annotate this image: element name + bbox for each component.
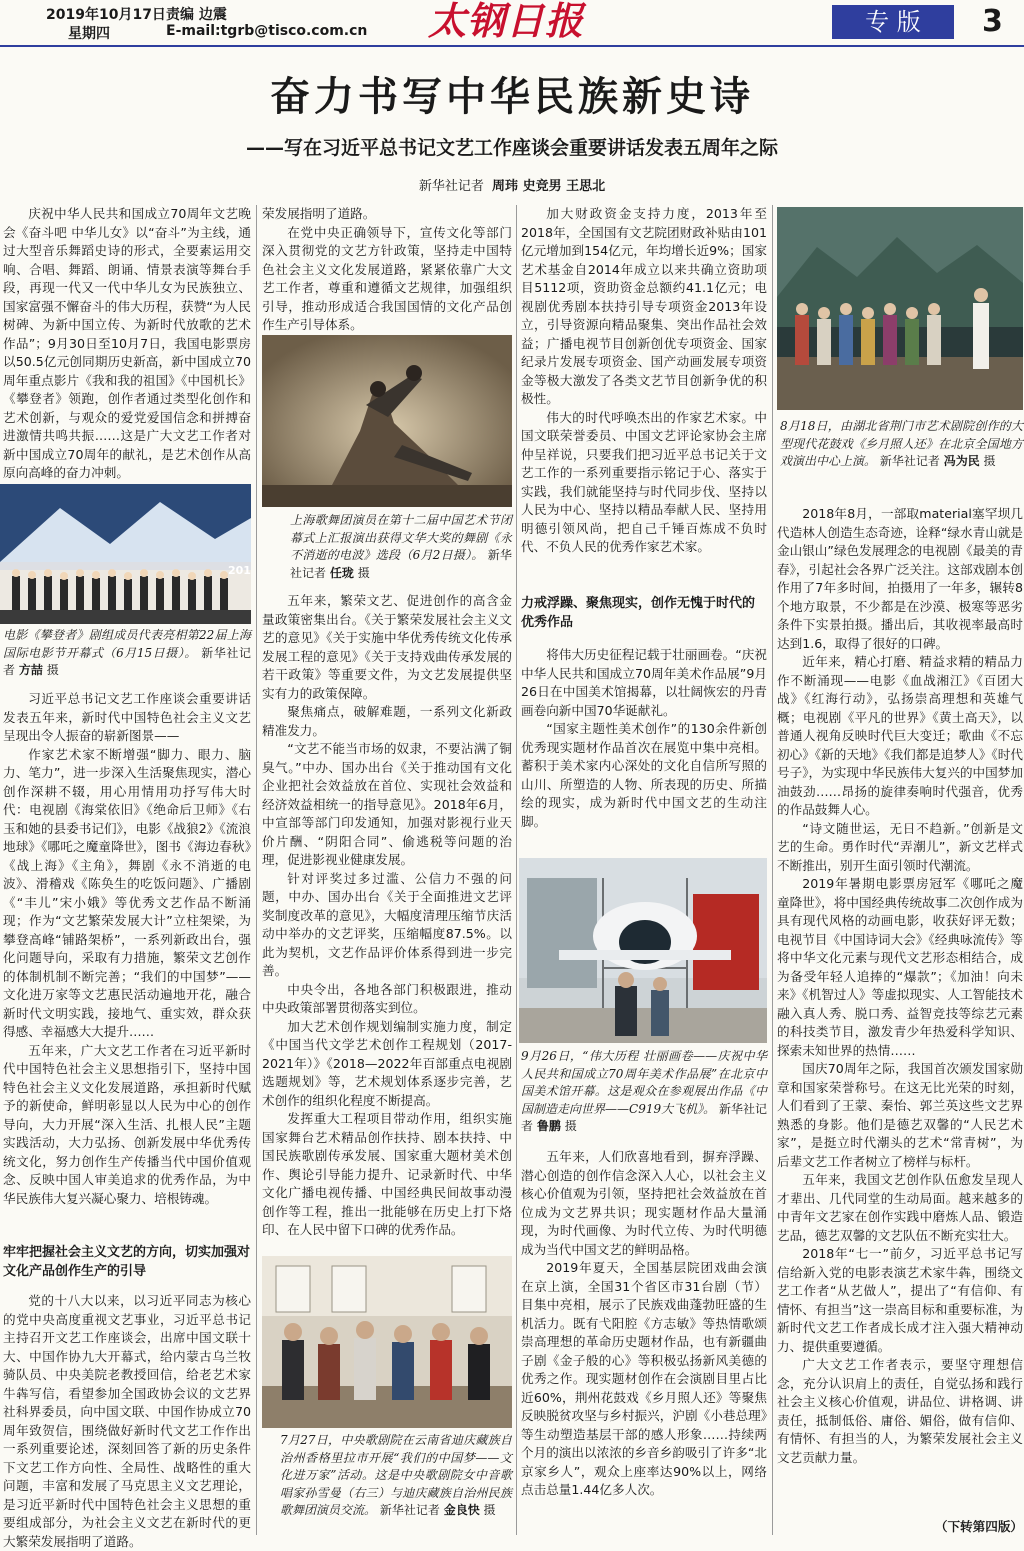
section-label: 专 版	[865, 8, 921, 36]
paragraph: 在党中央正确领导下，宣传文化等部门深入贯彻党的文艺方针政策，坚持走中国特色社会主义文化发展道路，紧紧依靠广大文艺工作者，尊重和遵循文艺规律，加强组织引导，推动形成适合我国国情的文化产品创作生产引导体系。	[262, 224, 512, 332]
page-number: 3	[982, 4, 1003, 39]
header-editor	[166, 4, 227, 24]
credit-suffix: 摄	[983, 454, 996, 468]
paragraph: “文艺不能当市场的奴隶，不要沾满了铜臭气。”中办、国办出台《关于推动国有文化企业把社会效益放在首位、实现社会效益和经济效益相统一的指导意见》。2018年6月，中宣部等部门印发通知，加强对影视行业天价片酬、“阴阳合同”、偷逃税等问题的治理，促进影视业健康发展。	[262, 741, 512, 867]
caption-credit	[880, 454, 996, 468]
section-heading-2: 力戒浮躁、聚焦现实，创作无愧于时代的优秀作品	[521, 596, 756, 630]
article-subtitle: ——写在习近平总书记文艺工作座谈会重要讲话发表五周年之际	[245, 137, 778, 159]
credit-suffix: 摄	[46, 663, 59, 677]
editor-label: 责编	[166, 7, 194, 23]
col1-text-top	[3, 205, 251, 481]
credit-prefix: 新华社记者	[521, 1101, 767, 1133]
credit-name: 鲁鹏	[536, 1119, 561, 1133]
paragraph: 庆祝中华人民共和国成立70周年文艺晚会《奋斗吧 中华儿女》以“奋斗”为主线，通过大型音乐舞蹈史诗的形式，全要素运用交响、合唱、舞蹈、朗诵、情景表演等舞台手段，再现一代又一代中华儿女为民族独立、国家富强不懈奋斗的伟大历程，获赞“为人民树碑、为新中国立传、为新时代放歌的艺术作品”；9月30日至10月7日，我国电影票房以50.5亿元创同期历史新高，新中国成立70周年重点影片《我和我的祖国》《中国机长》《攀登者》领跑，创作者通过类型化创作和艺术创新，与观众的爱党爱国信念和拼搏奋进激情共鸣共振……这是广大文艺工作者对新中国成立70周年的献礼，是艺术创作从高原向高峰的奋力冲刺。	[3, 206, 251, 480]
caption-text: 9月26日，“伟大历程 壮丽画卷——庆祝中华人民共和国成立70周年美术作品展”在北京中国美术馆开幕。这是观众在参观展出作品《中国制造走向世界——C919大飞机》。	[521, 1049, 767, 1116]
col1-text-middle	[3, 690, 251, 1238]
c919-painting-image	[519, 858, 767, 1043]
col1-text-bottom	[3, 1292, 251, 1549]
masthead: 太钢日报	[428, 0, 585, 43]
credit-name: 方喆	[18, 663, 43, 677]
paragraph: 五年来，繁荣文艺、促进创作的高含金量政策密集出台。《关于繁荣发展社会主义文艺的意见》《关于实施中华优秀传统文化传承发展工程的意见》《关于支持戏曲传承发展的若干政策》等重要文件，为文艺发展提供坚实有力的政策保障。	[262, 593, 512, 701]
col3-text-middle	[521, 646, 767, 846]
credit-prefix: 新华社记者	[379, 1503, 440, 1517]
section-heading-1: 牢牢把握社会主义文艺的方向，切实加强对文化产品创作生产的引导	[3, 1245, 251, 1279]
editor-name: 边震	[198, 7, 227, 23]
credit-prefix: 新华社记者	[290, 548, 512, 580]
paragraph: 2019年暑期电影票房冠军《哪吒之魔童降世》，将中国经典传统故事二次创作成为具有现代风格的动画电影，收获好评无数；电视节目《中国诗词大会》《经典咏流传》等将中华文化元素与现代文艺形态相结合，成为备受年轻人追捧的“爆款”；《加油！向未来》《机智过人》等虚拟现实、人工智能技术融入真人秀、脱口秀、益智竞技等综艺元素的科技类节目，激发青少年热爱科学知识、探索未知世界的热情……	[777, 876, 1023, 1058]
header-email: E-mail:tgrb@tisco.com.cn	[166, 23, 368, 39]
photo1-banner-text: 201	[228, 564, 251, 577]
caption-text: 上海歌舞团演员在第十二届中国艺术节闭幕式上汇报演出获得文华大奖的舞剧《永不消逝的电波》选段（6月2日摄）。	[290, 513, 512, 562]
paragraph: 针对评奖过多过滥、公信力不强的问题，中办、国办出台《关于全面推进文艺评奖制度改革的意见》，大幅度清理压缩节庆活动中举办的文艺评奖，压缩幅度87.5%。以此为契机，文艺作品评价体系得到进一步完善。	[262, 870, 512, 978]
credit-name: 任珑	[329, 565, 354, 580]
paragraph: 中央令出，各地各部门积极跟进，推动中央政策部署贯彻落实到位。	[262, 981, 512, 1015]
credit-suffix: 摄	[483, 1503, 496, 1517]
photo1-caption	[3, 627, 251, 683]
paragraph: 聚焦痛点，破解难题，一系列文化新政精准发力。	[262, 704, 512, 738]
caption-text: 8月18日，由湖北省荆门市艺术剧院创作的大型现代花鼓戏《乡月照人还》在北京全国地方戏演出中心上演。	[780, 419, 1023, 468]
photo-huagu-opera	[777, 207, 1023, 410]
paragraph: 伟大的时代呼唤杰出的作家艺术家。中国文联荣誉委员、中国文艺评论家协会主席仲呈祥说，只要我们把习近平总书记关于文艺工作的一系列重要指示铭记于心、落实于实践，我们就能坚持与时代同步伐、坚持以人民为中心、坚持以精品奉献人民、坚持用明德引领风尚，把自己千锤百炼成不负时代、不负人民的优秀作家艺术家。	[521, 409, 767, 554]
credit-prefix: 新华社记者	[3, 645, 251, 677]
continued-note: （下转第四版）	[934, 1519, 1023, 1534]
paragraph: 2018年8月，一部取material塞罕坝几代造林人创造生态奇迹，诠释“绿水青山就是金山银山”绿色发展理念的电视剧《最美的青春》，引起社会各界广泛关注。这部戏剧本创作用了7年多时间，拍摄用了一年多，辗转8个地方取景，不少都是在沙漠、极寒等恶劣条件下实景拍摄。播出后，其收视率最高时达到1.6，取得了很好的口碑。	[777, 506, 1023, 651]
col2-text-top	[262, 205, 512, 331]
col3-text-top	[521, 205, 767, 577]
credit-suffix: 摄	[357, 565, 370, 580]
photo-opera-visit	[262, 1256, 512, 1428]
photo-climbers-premiere	[0, 484, 251, 624]
header-weekday: 星期四	[68, 26, 110, 42]
byline	[0, 175, 1024, 194]
singers-exchange-image	[262, 1256, 512, 1428]
credit-suffix: 摄	[564, 1119, 577, 1133]
paragraph: 五年来，广大文艺工作者在习近平新时代中国特色社会主义思想指引下，坚持中国特色社会主义文化发展道路，承担新时代赋予的新使命，鲜明彰显以人民为中心的创作导向，大力开展“深入生活、扎根人民”主题实践活动，大力弘扬、创新发展中华优秀传统文化，努力创作生产传播当代中国价值观念、反映中国人审美追求的优秀作品，为中华民族伟大复兴凝心聚力、培根铸魂。	[3, 1042, 251, 1206]
column-rule	[256, 205, 257, 1535]
photo2-caption	[290, 512, 512, 586]
col4-text	[777, 505, 1023, 1515]
paragraph: 2018年“七一”前夕，习近平总书记写信给新入党的电影表演艺术家牛犇，围绕文艺工作者“从艺做人”，提出了“有信仰、有情怀、有担当”这一崇高目标和重要标准，为新时代文艺工作者成长成才注入强大精神动力、提供重要遵循。	[777, 1246, 1023, 1354]
paragraph: 习近平总书记文艺工作座谈会重要讲话发表五年来，新时代中国特色社会主义文艺呈现出令人振奋的崭新图景——	[3, 691, 251, 743]
paragraph: 五年来，人们欣喜地看到，摒弃浮躁、潜心创造的创作信念深入人心，以社会主义核心价值观为引领，坚持把社会效益放在首位成为文艺界共识；现实题材作品大量涌现，为时代画像、为时代立传、为时代明德成为当代中国文艺的鲜明品格。	[521, 1149, 767, 1257]
paragraph: “国家主题性美术创作”的130余件新创优秀现实题材作品首次在展览中集中亮相。蓄积于美术家内心深处的文化自信所写照的山川、所塑造的人物、所表现的历史、所描绘的现实，成为新时代中国文艺的生动注脚。	[521, 721, 767, 829]
credit-name: 金良快	[443, 1503, 480, 1517]
dancers-image	[262, 335, 512, 507]
paragraph: 加大艺术创作规划编制实施力度，制定《中国当代文学艺术创作工程规划（2017-2021年）》《2018—2022年百部重点电视剧选题规划》等，艺术规划体系逐步完善，艺术创作的组织化程度不断提高。	[262, 1018, 512, 1108]
column-rule	[516, 205, 517, 1535]
paragraph: 广大文艺工作者表示，要坚守理想信念，充分认识肩上的责任，自觉弘扬和践行社会主义核心价值观，讲品位、讲格调、讲责任，抵制低俗、庸俗、媚俗，做有信仰、有情怀、有担当的人，为繁荣发展社会主义文艺贡献力量。	[777, 1357, 1023, 1465]
caption-text: 7月27日，中央歌剧院在云南省迪庆藏族自治州香格里拉市开展“我们的中国梦——文化进万家”活动。这是中央歌剧院女中音歌唱家孙雪曼（右三）与迪庆藏族自治州民族歌舞团演员交流。	[280, 1433, 512, 1517]
credit-name: 冯为民	[943, 454, 980, 468]
paragraph: 国庆70周年之际，我国首次颁发国家勋章和国家荣誉称号。在这无比光荣的时刻，人们看到了王蒙、秦怡、郭兰英这些文艺界熟悉的身影。他们是德艺双馨的“人民艺术家”，是挺立时代潮头的艺术“常青树”，为后辈文艺工作者树立了榜样与标杆。	[777, 1061, 1023, 1169]
caption-credit	[380, 1503, 496, 1517]
article-title: 奋力书写中华民族新史诗	[270, 74, 754, 120]
photo5-caption	[280, 1432, 512, 1536]
caption-text: 电影《攀登者》剧组成员代表亮相第22届上海国际电影节开幕式（6月15日摄）。	[3, 628, 251, 660]
col3-text-bottom	[521, 1148, 767, 1536]
photo4-caption	[521, 1048, 767, 1138]
paragraph: 党的十八大以来，以习近平同志为核心的党中央高度重视文艺事业，习近平总书记主持召开文艺工作座谈会，出席中国文联十大、中国作协九大开幕式，给内蒙古乌兰牧骑队员、中央美院老教授回信，给老艺术家牛犇写信，看望参加全国政协会议的文艺界社科界委员，向中国文联、中国作协成立70周年致贺信，围绕做好新时代文艺工作作出一系列重要论述，深刻回答了新的历史条件下文艺工作方向性、全局性、战略性的重大问题，丰富和发展了马克思主义文艺理论，是习近平新时代中国特色社会主义思想的重要组成部分，为社会主义文艺在新时代的更大繁荣发展指明了道路。	[3, 1293, 251, 1549]
paragraph: “诗文随世运，无日不趋新。”创新是文艺的生命。勇作时代“弄潮儿”，新文艺样式不断推出，别开生面引领时代潮流。	[777, 820, 1023, 873]
column-rule	[772, 205, 773, 1535]
paragraph: 近年来，精心打磨、精益求精的精品力作不断涌现——电影《血战湘江》《百团大战》《红海行动》，弘扬崇高理想和英雄气概；电视剧《平凡的世界》《黄土高天》，以普通人视角反映时代巨大变迁；歌曲《不忘初心》《新的天地》《我们都是追梦人》《时代号子》，为实现中华民族伟大复兴的中国梦加油鼓劲……昂扬的旋律奏响时代强音，优秀的作品鼓舞人心。	[777, 654, 1023, 817]
credit-prefix: 新华社记者	[879, 454, 940, 468]
paragraph: 发挥重大工程项目带动作用，组织实施国家舞台艺术精品创作扶持、剧本扶持、中国民族歌剧传承发展、国家重大题材美术创作、舆论引导能力提升、记录新时代、中华文化广播电视传播、中国经典民间故事动漫创作等工程，推出一批能够在历史上打下烙印、在人民中留下口碑的优秀作品。	[262, 1111, 512, 1237]
byline-prefix: 新华社记者	[418, 179, 484, 194]
photo-c919-exhibit	[519, 858, 767, 1043]
photo-dance-drama	[262, 335, 512, 507]
climbers-stage-image	[0, 484, 251, 624]
paragraph: 荣发展指明了道路。	[262, 206, 376, 221]
header-rule	[0, 45, 1024, 47]
col2-text-middle	[262, 592, 512, 1246]
opera-stage-image	[777, 207, 1023, 410]
header-date: 2019年10月17日	[46, 7, 166, 23]
paragraph: 五年来，我国文艺创作队伍愈发呈现人才辈出、几代同堂的生动局面。越来越多的中青年文艺家在创作实践中磨炼人品、锻造艺品，德艺双馨的文艺队伍不断充实壮大。	[777, 1172, 1023, 1243]
photo3-caption	[780, 418, 1023, 494]
paragraph: 将伟大历史征程记载于壮丽画卷。“庆祝中华人民共和国成立70周年美术作品展”9月26日在中国美术馆揭幕，以壮阔恢宏的丹青画卷向新中国70华诞献礼。	[521, 647, 767, 718]
paragraph: 加大财政资金支持力度，2013年至2018年，全国国有文艺院团财政补贴由101亿元增加到154亿元，年均增长近9%；国家艺术基金自2014年成立以来共确立资助项目5112项，资助资金总额约41.1亿元；电视剧优秀剧本扶持引导专项资金2013年设立，引导资源向精品聚集、突出作品社会效益；广播电视节目创新创优专项资金、国家纪录片发展专项资金、国产动画发展专项资金等极大激发了各类文艺节目创新争优的积极性。	[521, 206, 767, 406]
paragraph: 2019年夏天，全国基层院团戏曲会演在京上演，全国31个省区市31台剧（节）目集中亮相，展示了民族戏曲蓬勃旺盛的生机活力。既有弋阳腔《方志敏》等热情歌颂崇高理想的革命历史题材作品，也有新疆曲子剧《金子般的心》等积极弘扬新风美德的优秀之作。现实题材创作在会演剧目里占比近60%，荆州花鼓戏《乡月照人还》等聚焦反映脱贫攻坚与乡村振兴，沪剧《小巷总理》等生动塑造基层干部的感人形象……持续两个月的演出以浓浓的乡音乡韵吸引了许多“北京家乡人”，观众上座率达90%以上，网络点击总量1.44亿多人次。	[521, 1260, 767, 1497]
paragraph: 作家艺术家不断增强“脚力、眼力、脑力、笔力”，进一步深入生活聚焦现实，潜心创作深耕不辍，用心用情用功抒写伟大时代：电视剧《海棠依旧》《绝命后卫师》《右玉和她的县委书记们》，电影《战狼2》《流浪地球》《哪吒之魔童降世》，图书《海边春秋》《战上海》《主角》，舞剧《永不消逝的电波》、滑稽戏《陈奂生的吃饭问题》、广播剧《“丰儿”宋小娥》等优秀文艺作品不断涌现；作为“文艺繁荣发展大计”立柱架梁，为攀登高峰“铺路架桥”，一系列新政出台，强化问题导向，采取有力措施，繁荣文艺创作的体制机制不断完善；“我们的中国梦”——文化进万家等文艺惠民活动遍地开花，融合新时代文明实践，接地气、重实效，群众获得感、幸福感大大提升……	[3, 746, 251, 1039]
byline-names: 周玮 史竞男 王思北	[492, 179, 606, 194]
